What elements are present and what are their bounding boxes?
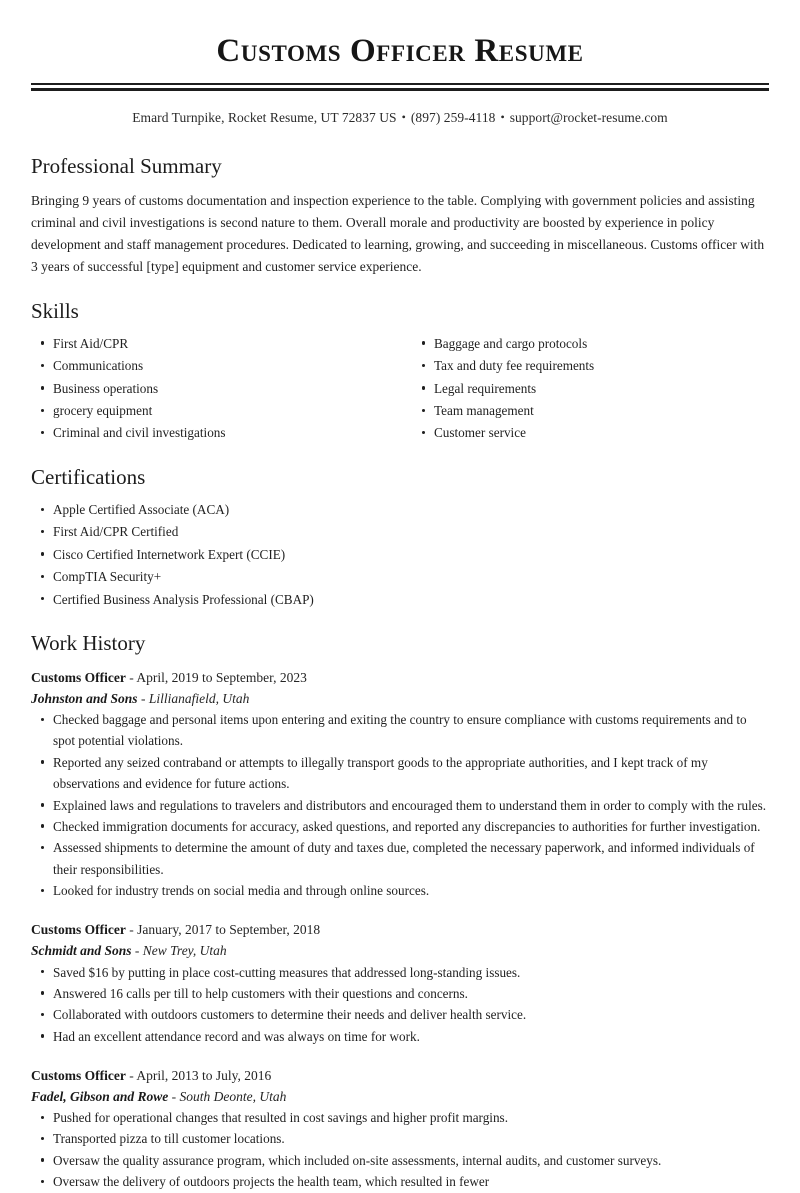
job-location: New Trey, Utah [142, 943, 227, 958]
page-title: Customs Officer Resume [216, 33, 584, 69]
job-location: South Deonte, Utah [179, 1088, 287, 1104]
contact-separator-1: • [401, 110, 406, 125]
job-separator: - [129, 1068, 134, 1084]
contact-email[interactable]: support@rocket-resume.com [509, 110, 668, 126]
job-dates: April, 2013 to July, 2016 [136, 1068, 272, 1084]
list-item: First Aid/CPR Certified [31, 521, 769, 542]
list-item: Checked baggage and personal items upon entering and exiting the country to ensure compliance with customs requirements and to spot potential violations. [31, 709, 769, 752]
job-bullets [31, 962, 769, 1048]
job-location: Lillianafield, Utah [148, 690, 250, 706]
job-title-line [31, 1066, 769, 1087]
job-role: Customs Officer [31, 1068, 126, 1084]
job-separator: - [129, 922, 134, 938]
work-history-entry [31, 920, 769, 1047]
job-company-line [31, 941, 769, 962]
contact-address: Emard Turnpike, Rocket Resume, UT 72837 US [132, 110, 397, 126]
section-heading-professional-summary: Professional Summary [31, 154, 222, 179]
contact-separator-2: • [500, 110, 505, 125]
divider-line-bottom [31, 88, 769, 91]
job-separator: - [171, 1088, 177, 1104]
list-item: Team management [412, 400, 769, 421]
list-item: Apple Certified Associate (ACA) [31, 499, 769, 520]
list-item: Collaborated with outdoors customers to determine their needs and deliver health service. [31, 1004, 769, 1025]
professional-summary-text: Bringing 9 years of customs documentation and inspection experience to the table. Complying with government policies and assisting criminal and civil investigations is second nature to them. Overall morale and productivity are boosted by experience in policy development and staff management procedures. Dedicated to learning, growing, and succeeding in miscellaneous. Customs officer with 3 years of successful [type] equipment and customer service experience. [31, 193, 765, 274]
list-item: Transported pizza to till customer locations. [31, 1128, 769, 1149]
job-company: Johnston and Sons [31, 690, 138, 706]
job-company: Fadel, Gibson and Rowe [31, 1088, 169, 1104]
job-dates: January, 2017 to September, 2018 [137, 922, 321, 938]
job-company: Schmidt and Sons [31, 943, 132, 958]
job-bullets [31, 709, 769, 901]
skills-list-left [31, 333, 412, 444]
list-item: Saved $16 by putting in place cost-cutting measures that addressed long-standing issues. [31, 962, 769, 983]
list-item: CompTIA Security+ [31, 566, 769, 587]
skills-columns [31, 333, 769, 445]
list-item: Communications [31, 355, 412, 376]
job-separator: - [134, 943, 140, 958]
list-item: Business operations [31, 378, 412, 399]
certifications-list [31, 499, 769, 610]
list-item: Pushed for operational changes that resulted in cost savings and higher profit margins. [31, 1107, 769, 1128]
job-role: Customs Officer [31, 922, 126, 938]
list-item: Certified Business Analysis Professional (CBAP) [31, 589, 769, 610]
list-item: Tax and duty fee requirements [412, 355, 769, 376]
contact-phone: (897) 259-4118 [410, 110, 496, 126]
skills-column-right [412, 333, 769, 445]
list-item: Reported any seized contraband or attempts to illegally transport goods to the appropriate authorities, and I kept track of my observations and evidence for future actions. [31, 752, 769, 795]
list-item: Legal requirements [412, 378, 769, 399]
list-item: Baggage and cargo protocols [412, 333, 769, 354]
list-item: Cisco Certified Internetwork Expert (CCIE) [31, 544, 769, 565]
section-heading-work-history: Work History [31, 630, 146, 655]
list-item: Criminal and civil investigations [31, 422, 412, 443]
list-item: Assessed shipments to determine the amount of duty and taxes due, completed the necessary paperwork, and informed individuals of their responsibilities. [31, 837, 769, 880]
list-item: Checked immigration documents for accuracy, asked questions, and reported any discrepancies to authorities for further investigation. [31, 816, 769, 837]
job-role: Customs Officer [31, 670, 126, 686]
job-separator: - [129, 670, 134, 686]
header-divider [31, 83, 769, 91]
skills-column-left [31, 333, 412, 445]
work-history-entry [31, 1066, 769, 1193]
job-title-line [31, 668, 769, 689]
list-item: First Aid/CPR [31, 333, 412, 354]
job-company-line [31, 689, 769, 710]
list-item: Oversaw the delivery of outdoors projects the health team, which resulted in fewer [31, 1171, 769, 1192]
job-title-line [31, 920, 769, 941]
list-item: Explained laws and regulations to travelers and distributors and encouraged them to understand them in order to comply with the rules. [31, 795, 769, 816]
job-separator: - [140, 690, 146, 706]
section-heading-skills: Skills [31, 298, 79, 323]
certifications-list-wrap [31, 499, 769, 610]
work-history-entry [31, 668, 769, 901]
list-item: Looked for industry trends on social media and through online sources. [31, 880, 769, 901]
list-item: Answered 16 calls per till to help customers with their questions and concerns. [31, 983, 769, 1004]
job-company-line [31, 1087, 769, 1108]
list-item: Customer service [412, 422, 769, 443]
list-item: Had an excellent attendance record and was always on time for work. [31, 1026, 769, 1047]
skills-list-right [412, 333, 769, 444]
job-dates: April, 2019 to September, 2023 [136, 670, 307, 686]
contact-info [31, 109, 769, 128]
section-heading-certifications: Certifications [31, 464, 146, 489]
job-bullets [31, 1107, 769, 1193]
list-item: Oversaw the quality assurance program, which included on-site assessments, internal audits, and customer surveys. [31, 1150, 769, 1171]
list-item: grocery equipment [31, 400, 412, 421]
